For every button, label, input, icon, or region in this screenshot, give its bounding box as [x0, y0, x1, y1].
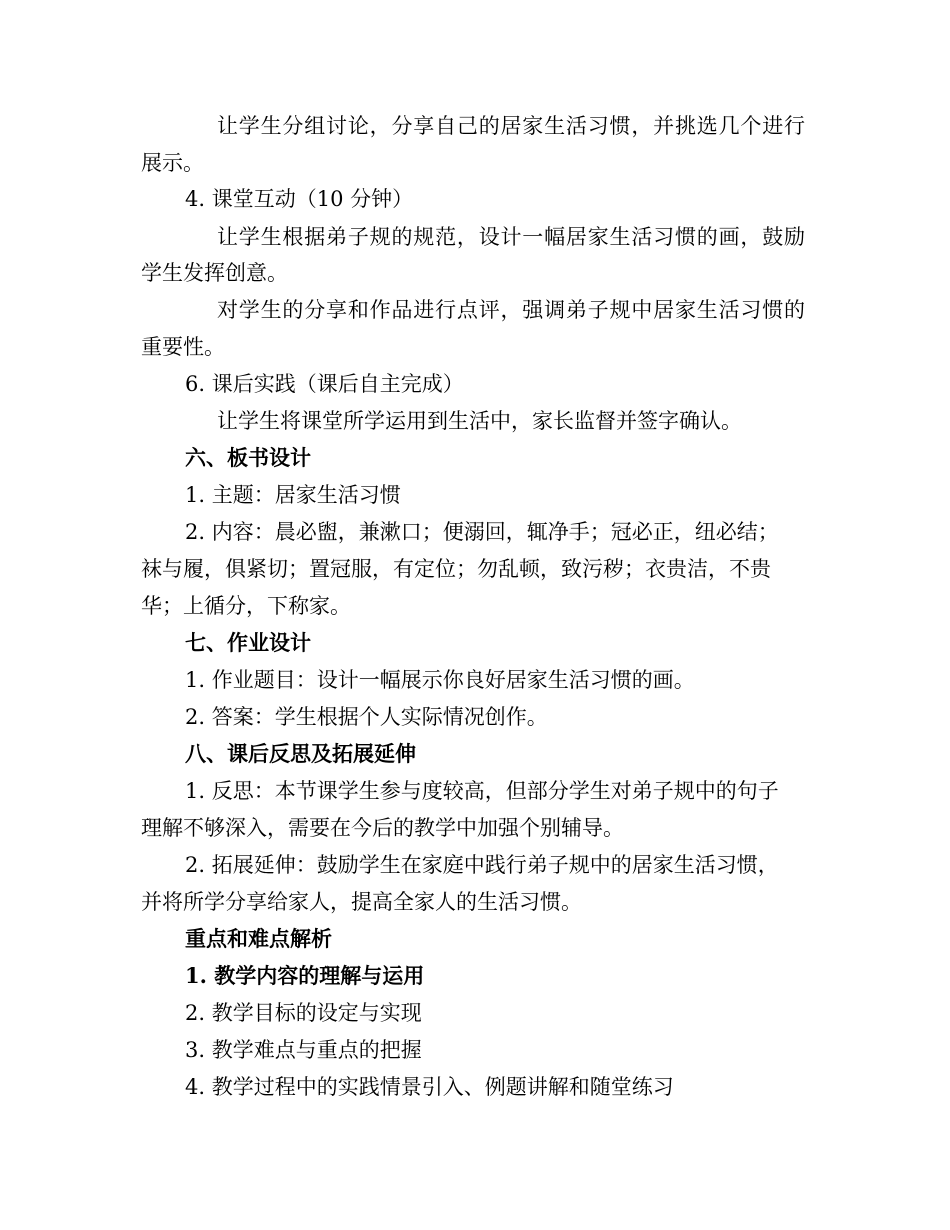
paragraph-line: 展示。 — [141, 151, 204, 175]
list-item: 1. 反思：本节课学生参与度较高，但部分学生对弟子规中的句子 — [185, 779, 779, 803]
section-heading: 重点和难点解析 — [185, 926, 332, 951]
list-item: 2. 拓展延伸：鼓励学生在家庭中践行弟子规中的居家生活习惯， — [185, 853, 779, 877]
list-item: 1. 教学内容的理解与运用 — [185, 963, 425, 988]
list-item: 4. 教学过程中的实践情景引入、例题讲解和随堂练习 — [185, 1075, 674, 1099]
list-item: 2. 教学目标的设定与实现 — [185, 1001, 422, 1025]
paragraph-line: 并将所学分享给家人，提高全家人的生活习惯。 — [141, 890, 582, 914]
list-item: 1. 作业题目：设计一幅展示你良好居家生活习惯的画。 — [185, 668, 695, 692]
paragraph-line: 理解不够深入，需要在今后的教学中加强个别辅导。 — [141, 816, 624, 840]
list-item: 3. 教学难点与重点的把握 — [185, 1038, 422, 1062]
paragraph-line: 袜与履，俱紧切；置冠服，有定位；勿乱顿，致污秽；衣贵洁，不贵 — [141, 557, 771, 581]
paragraph-line: 让学生分组讨论，分享自己的居家生活习惯，并挑选几个进行 — [217, 114, 805, 138]
list-item: 4. 课堂互动（10 分钟） — [185, 187, 414, 211]
paragraph-line: 让学生将课堂所学运用到生活中，家长监督并签字确认。 — [217, 409, 742, 433]
list-item: 2. 内容：晨必盥，兼漱口；便溺回，辄净手；冠必正，纽必结； — [185, 520, 779, 544]
paragraph-line: 学生发挥创意。 — [141, 261, 288, 285]
section-heading: 八、课后反思及拓展延伸 — [185, 741, 416, 766]
list-item: 2. 答案：学生根据个人实际情况创作。 — [185, 705, 548, 729]
paragraph-line: 对学生的分享和作品进行点评，强调弟子规中居家生活习惯的 — [217, 298, 805, 322]
paragraph-line: 重要性。 — [141, 335, 225, 359]
paragraph-line: 华；上循分，下称家。 — [141, 594, 351, 618]
section-heading: 七、作业设计 — [185, 630, 311, 655]
paragraph-line: 让学生根据弟子规的规范，设计一幅居家生活习惯的画，鼓励 — [217, 225, 805, 249]
section-heading: 六、板书设计 — [185, 445, 311, 470]
list-item: 6. 课后实践（课后自主完成） — [185, 372, 464, 396]
list-item: 1. 主题：居家生活习惯 — [185, 483, 401, 507]
